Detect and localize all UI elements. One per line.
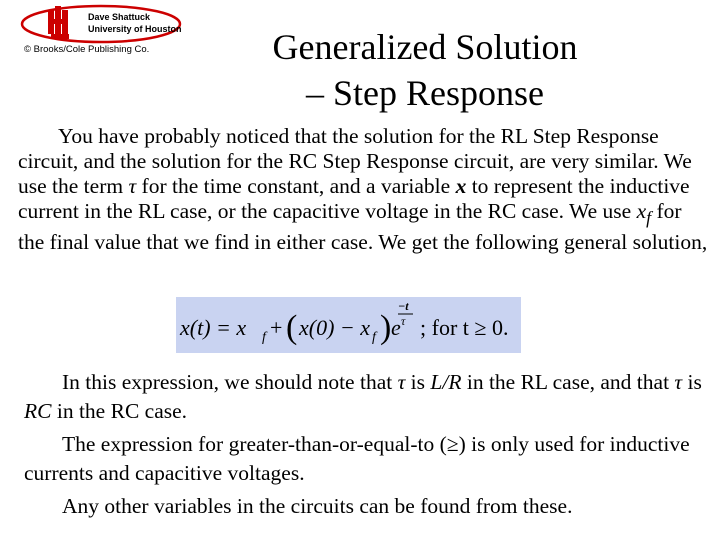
- title-line1: Generalized Solution: [272, 27, 578, 67]
- tau-note-paragraph: [24, 368, 704, 426]
- university-logo: [20, 4, 182, 56]
- formula-condition: ; for t ≥ 0.: [420, 315, 509, 340]
- p2-text-1: In this expression, we should note that: [62, 370, 398, 394]
- intro-text-2: for the time constant, and a variable: [136, 174, 456, 198]
- slide-title: [230, 24, 620, 116]
- logo-author: Dave Shattuck: [88, 12, 151, 22]
- formula-sub-f: f: [262, 330, 266, 345]
- logo-copyright: © Brooks/Cole Publishing Co.: [24, 44, 150, 55]
- formula-lhs: x(t) = x: [180, 315, 247, 340]
- formula-paren-close: ): [380, 309, 392, 346]
- intro-paragraph: [18, 124, 708, 255]
- formula-e: e: [391, 315, 401, 340]
- p2-text-4: is: [682, 370, 702, 394]
- other-variables-paragraph: Any other variables in the circuits can be found from these.: [62, 494, 573, 518]
- p2-text-5: in the RC case.: [51, 399, 188, 423]
- title-line2: – Step Response: [306, 73, 544, 113]
- formula-plus: +: [270, 315, 283, 340]
- p2-text-2: is: [405, 370, 431, 394]
- formula-x0: x(0) − x: [299, 315, 371, 340]
- intro-text-3: to represent the inductive current in the RL case, or the capacitive voltage in the RC case. We use: [18, 174, 690, 223]
- intro-text-1: You have probably noticed that the solution for the RL Step Response circuit, and the solution for the RC Step Response circuit, are very similar. We use the term: [18, 124, 692, 198]
- xf-variable: x: [636, 199, 647, 223]
- l-over-r: L/R: [430, 370, 462, 394]
- inequality-note-paragraph: The expression for greater-than-or-equal-to (≥) is only used for inductive currents and capacitive voltages.: [24, 432, 690, 485]
- p2-text-3: in the RL case, and that: [461, 370, 675, 394]
- tau-symbol-2: τ: [397, 370, 406, 394]
- logo-university: University of Houston: [88, 24, 182, 34]
- formula-paren-open: (: [286, 309, 298, 346]
- formula-graphic: [176, 297, 521, 353]
- general-solution-formula: [176, 297, 521, 353]
- rc-product: RC: [24, 399, 52, 423]
- formula-sub-f-2: f: [372, 330, 376, 345]
- formula-exp-num: −t: [398, 299, 409, 313]
- intro-text-4: for the final value that we find in either case. We get the following general solution,: [18, 199, 708, 255]
- xf-subscript: f: [646, 207, 652, 228]
- tau-symbol-3: τ: [674, 370, 683, 394]
- tau-symbol: τ: [128, 174, 137, 198]
- x-variable: x: [455, 174, 467, 198]
- formula-exp-den: τ: [401, 314, 406, 328]
